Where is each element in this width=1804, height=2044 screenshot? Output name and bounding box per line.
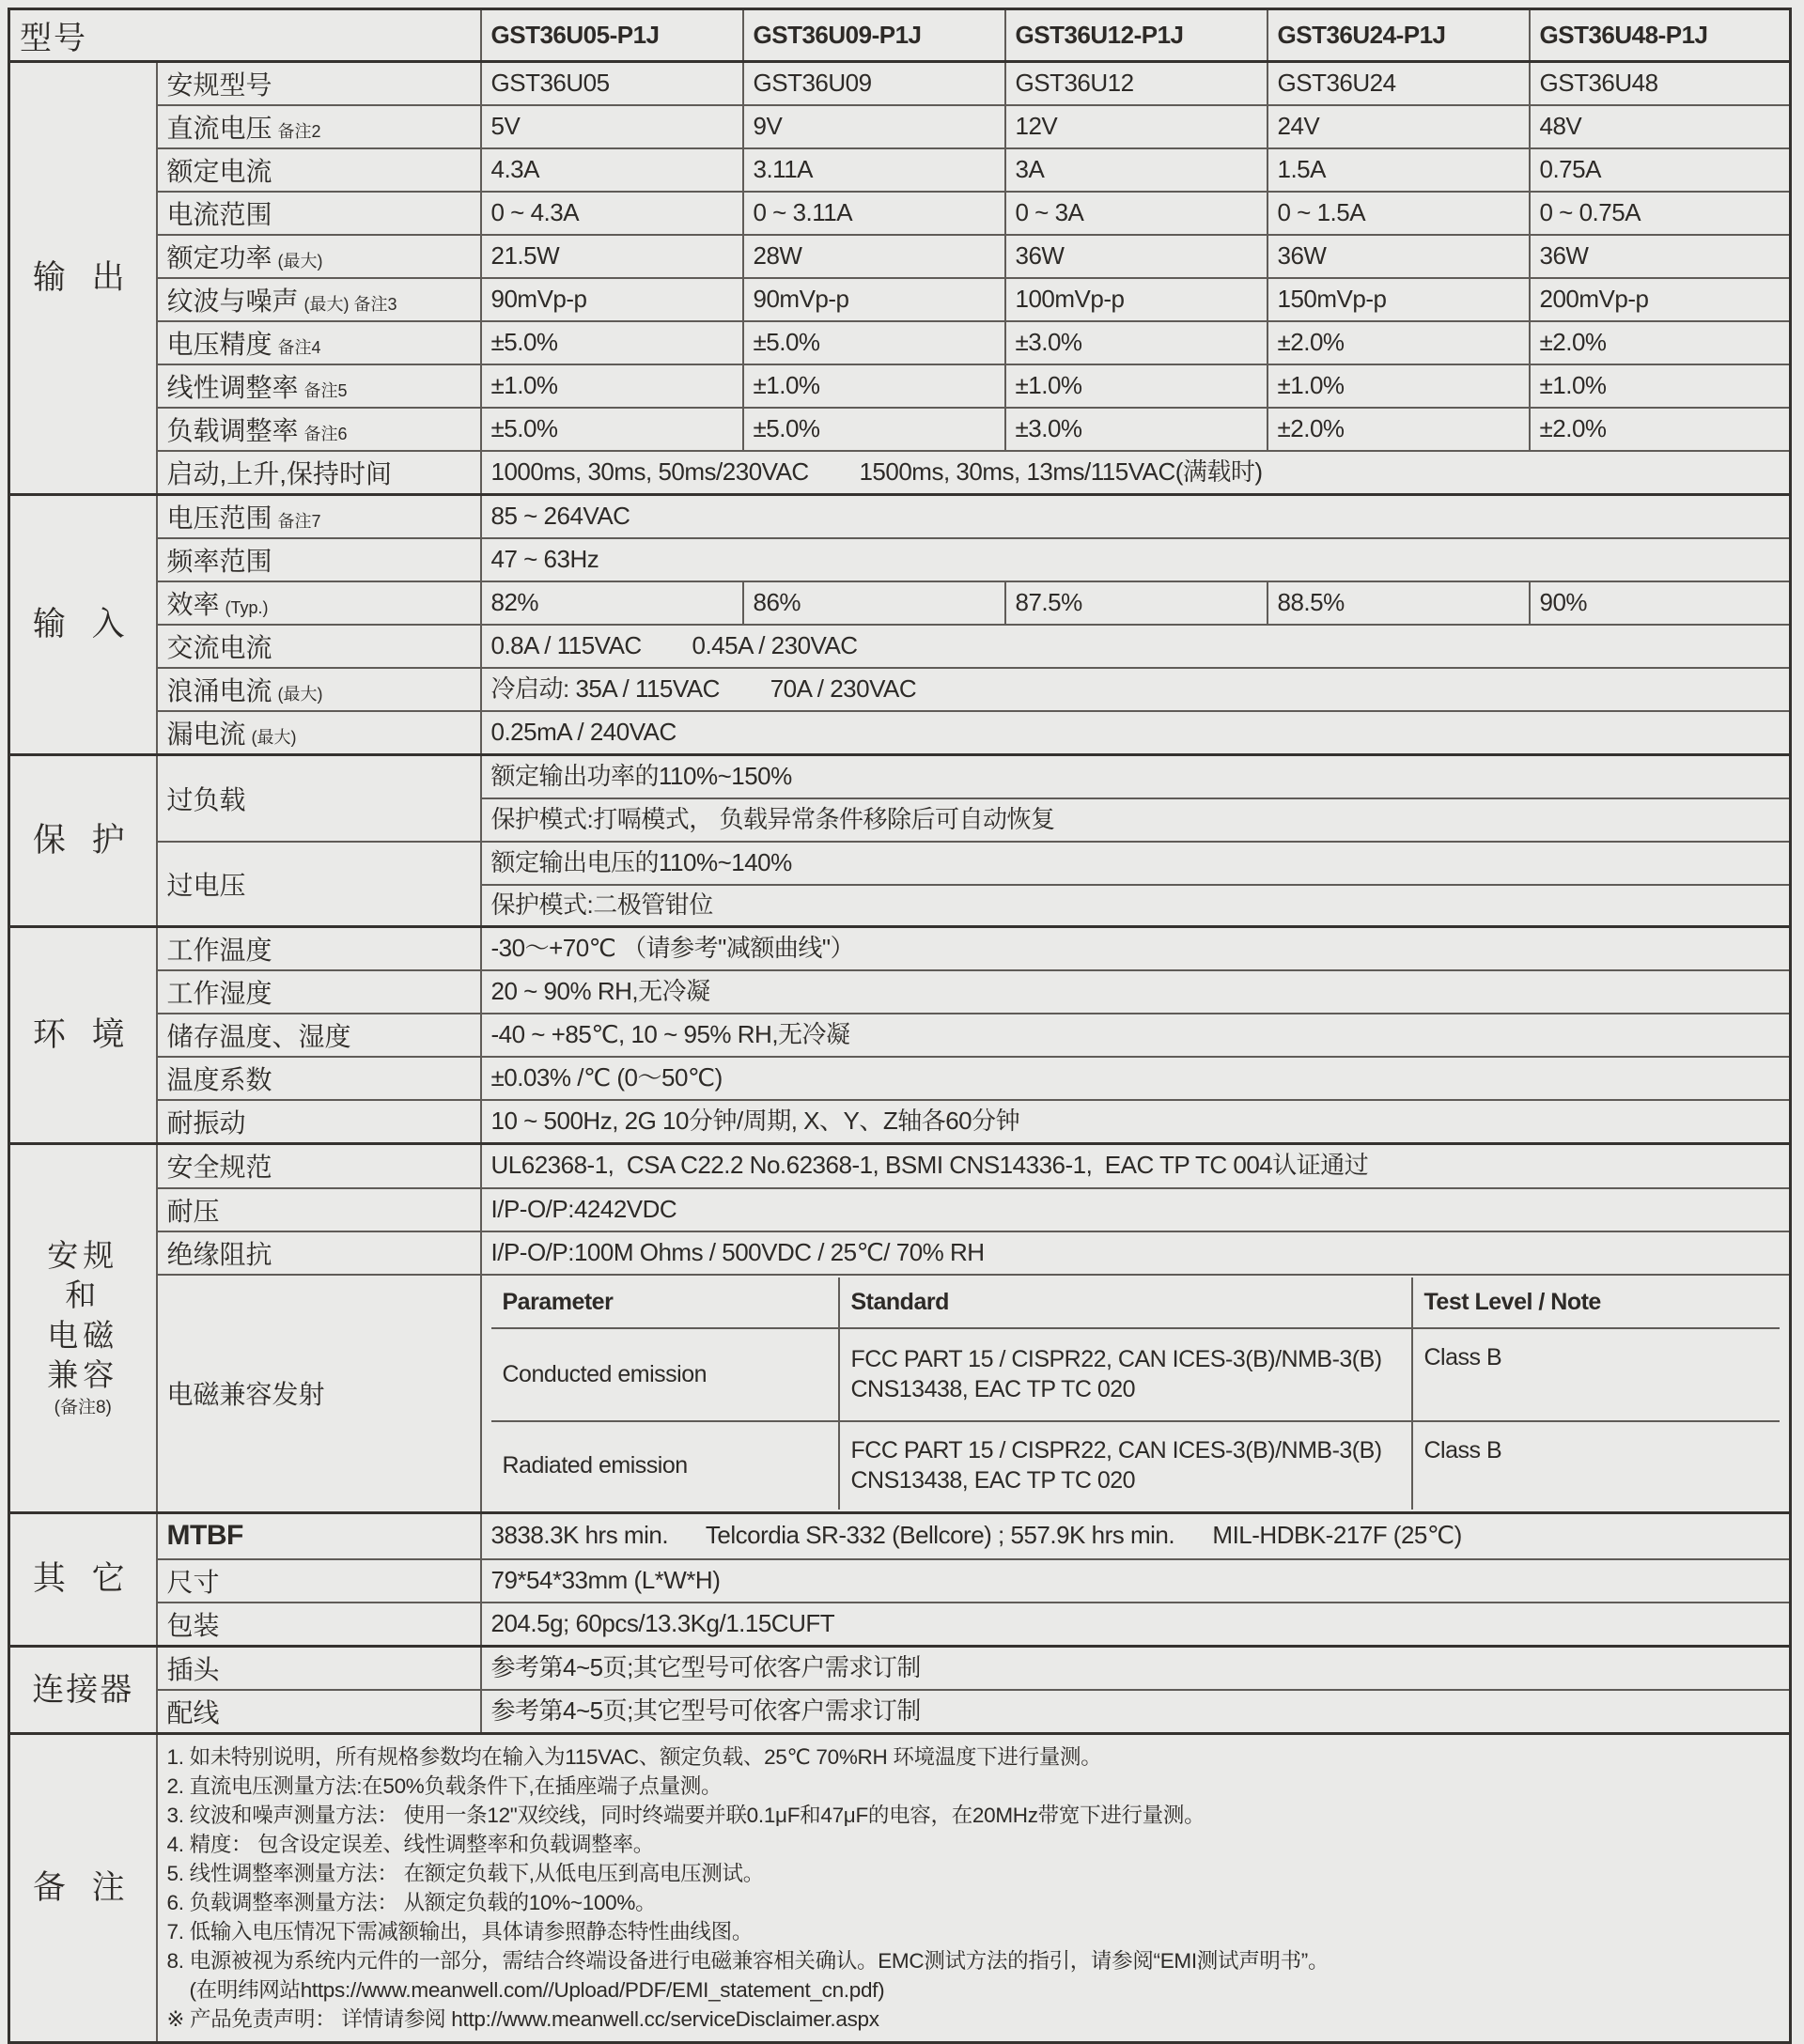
spec-cell: 87.5%: [1005, 581, 1267, 625]
spec-cell: ±3.0%: [1005, 408, 1267, 451]
spec-cell: GST36U12: [1005, 62, 1267, 106]
spec-cell: 0 ~ 4.3A: [481, 192, 743, 235]
row-label: MTBF: [157, 1512, 481, 1559]
spec-cell: 参考第4~5页;其它型号可依客户需求订制: [481, 1690, 1791, 1734]
spec-cell: ±1.0%: [1005, 364, 1267, 408]
spec-cell: ±1.0%: [1530, 364, 1791, 408]
emc-parameter: Conducted emission: [491, 1328, 839, 1421]
spec-table: [8, 8, 1792, 2044]
spec-cell: -30～+70℃ （请参考"减额曲线"）: [481, 927, 1791, 971]
spec-cell: 9V: [743, 105, 1005, 148]
spec-cell: UL62368-1, CSA C22.2 No.62368-1, BSMI CNS14336-1, EAC TP TC 004认证通过: [481, 1144, 1791, 1188]
spec-cell: 47 ~ 63Hz: [481, 538, 1791, 581]
spec-cell: 额定输出功率的110%~150%: [481, 755, 1791, 798]
emc-subtable: [491, 1278, 1781, 1510]
row-label: 电压精度 备注4: [157, 321, 481, 364]
spec-cell: 100mVp-p: [1005, 278, 1267, 321]
section-label-connector: 连接器: [9, 1647, 157, 1734]
emc-header: Test Level / Note: [1412, 1278, 1781, 1328]
row-label: 储存温度、湿度: [157, 1014, 481, 1057]
section-label-safety-emc: 安规 和 电磁 兼容 (备注8): [9, 1144, 157, 1513]
emc-subtable-cell: [481, 1275, 1791, 1513]
row-label: 过负载: [157, 755, 481, 842]
spec-cell: 0.8A / 115VAC 0.45A / 230VAC: [481, 625, 1791, 668]
spec-cell: 3.11A: [743, 148, 1005, 192]
note-line: 3. 纹波和噪声测量方法： 使用一条12"双绞线，同时终端要并联0.1μF和47μF的电容，在20MHz带宽下进行量测。: [166, 1804, 1205, 1827]
section-label-input: 输 入: [9, 495, 157, 755]
spec-cell: 82%: [481, 581, 743, 625]
spec-cell: 1000ms, 30ms, 50ms/230VAC 1500ms, 30ms, 13ms/115VAC(满载时): [481, 451, 1791, 495]
row-label: 直流电压 备注2: [157, 105, 481, 148]
spec-cell: 参考第4~5页;其它型号可依客户需求订制: [481, 1647, 1791, 1691]
section-label-environment: 环 境: [9, 927, 157, 1144]
spec-cell: ±5.0%: [481, 408, 743, 451]
row-label: 负载调整率 备注6: [157, 408, 481, 451]
spec-cell: 150mVp-p: [1267, 278, 1530, 321]
model-header: GST36U09-P1J: [743, 9, 1005, 62]
spec-cell: 0 ~ 1.5A: [1267, 192, 1530, 235]
spec-cell: ±5.0%: [481, 321, 743, 364]
spec-cell: 28W: [743, 235, 1005, 278]
spec-cell: ±1.0%: [743, 364, 1005, 408]
spec-cell: GST36U09: [743, 62, 1005, 106]
emc-standard: FCC PART 15 / CISPR22, CAN ICES-3(B)/NMB-3(B) CNS13438, EAC TP TC 020: [839, 1421, 1412, 1510]
row-label: 启动,上升,保持时间: [157, 451, 481, 495]
spec-cell: 90mVp-p: [481, 278, 743, 321]
row-label: 额定电流: [157, 148, 481, 192]
spec-cell: 冷启动: 35A / 115VAC 70A / 230VAC: [481, 668, 1791, 711]
spec-cell: I/P-O/P:4242VDC: [481, 1188, 1791, 1231]
spec-cell: 3838.3K hrs min. Telcordia SR-332 (Bellcore) ; 557.9K hrs min. MIL-HDBK-217F (25℃): [481, 1512, 1791, 1559]
spec-cell: 90%: [1530, 581, 1791, 625]
model-header: GST36U48-P1J: [1530, 9, 1791, 62]
spec-cell: 0.75A: [1530, 148, 1791, 192]
section-label-notes: 备 注: [9, 1734, 157, 2043]
emc-header: Standard: [839, 1278, 1412, 1328]
spec-cell: 90mVp-p: [743, 278, 1005, 321]
model-header: GST36U12-P1J: [1005, 9, 1267, 62]
spec-cell: 24V: [1267, 105, 1530, 148]
spec-cell: 0 ~ 3.11A: [743, 192, 1005, 235]
note-line: 4. 精度： 包含设定误差、线性调整率和负载调整率。: [166, 1833, 654, 1856]
row-label: 电流范围: [157, 192, 481, 235]
note-line: 8. 电源被视为系统内元件的一部分，需结合终端设备进行电磁兼容相关确认。EMC测试方法的指引，请参阅“EMI测试声明书”。: [166, 1949, 1330, 1973]
row-label: 尺寸: [157, 1559, 481, 1603]
note-line: 2. 直流电压测量方法:在50%负载条件下,在插座端子点量测。: [166, 1774, 723, 1798]
spec-cell: 21.5W: [481, 235, 743, 278]
model-header: GST36U24-P1J: [1267, 9, 1530, 62]
spec-cell: 保护模式:打嗝模式， 负载异常条件移除后可自动恢复: [481, 798, 1791, 842]
row-label: 工作温度: [157, 927, 481, 971]
row-label: 频率范围: [157, 538, 481, 581]
spec-cell: GST36U05: [481, 62, 743, 106]
spec-cell: 200mVp-p: [1530, 278, 1791, 321]
row-label: 漏电流 (最大): [157, 711, 481, 755]
spec-cell: 12V: [1005, 105, 1267, 148]
row-label: 插头: [157, 1647, 481, 1691]
emc-note: Class B: [1412, 1421, 1781, 1510]
spec-cell: ±2.0%: [1530, 321, 1791, 364]
row-label: 电磁兼容发射: [157, 1275, 481, 1513]
note-line-disclaimer: ※ 产品免责声明： 详情请参阅 http://www.meanwell.cc/serviceDisclaimer.aspx: [166, 2007, 879, 2031]
spec-cell: ±3.0%: [1005, 321, 1267, 364]
row-label: 工作湿度: [157, 970, 481, 1014]
note-line: 6. 负载调整率测量方法： 从额定负载的10%~100%。: [166, 1891, 657, 1914]
notes-block: [157, 1734, 1791, 2043]
spec-cell: 88.5%: [1267, 581, 1530, 625]
row-label: 绝缘阻抗: [157, 1231, 481, 1275]
spec-cell: ±1.0%: [1267, 364, 1530, 408]
row-label: 安规型号: [157, 62, 481, 106]
spec-cell: ±2.0%: [1530, 408, 1791, 451]
spec-cell: 0.25mA / 240VAC: [481, 711, 1791, 755]
spec-cell: ±2.0%: [1267, 408, 1530, 451]
section-label-protection: 保 护: [9, 755, 157, 927]
row-label: 纹波与噪声 (最大) 备注3: [157, 278, 481, 321]
spec-cell: GST36U48: [1530, 62, 1791, 106]
row-label: 耐振动: [157, 1100, 481, 1144]
section-label-output: 输 出: [9, 62, 157, 495]
spec-cell: 保护模式:二极管钳位: [481, 885, 1791, 927]
spec-cell: 79*54*33mm (L*W*H): [481, 1559, 1791, 1603]
section-label-others: 其 它: [9, 1512, 157, 1647]
spec-cell: 48V: [1530, 105, 1791, 148]
spec-cell: 5V: [481, 105, 743, 148]
row-label: 浪涌电流 (最大): [157, 668, 481, 711]
note-line: 5. 线性调整率测量方法： 在额定负载下,从低电压到高电压测试。: [166, 1862, 764, 1885]
row-label: 配线: [157, 1690, 481, 1734]
spec-cell: 36W: [1005, 235, 1267, 278]
spec-cell: 4.3A: [481, 148, 743, 192]
emc-standard: FCC PART 15 / CISPR22, CAN ICES-3(B)/NMB-3(B) CNS13438, EAC TP TC 020: [839, 1328, 1412, 1421]
spec-cell: 0 ~ 0.75A: [1530, 192, 1791, 235]
spec-cell: ±5.0%: [743, 321, 1005, 364]
spec-cell: ±0.03% /℃ (0～50℃): [481, 1057, 1791, 1100]
spec-cell: I/P-O/P:100M Ohms / 500VDC / 25℃/ 70% RH: [481, 1231, 1791, 1275]
emc-header: Parameter: [491, 1278, 839, 1328]
row-label: 交流电流: [157, 625, 481, 668]
note-line: 1. 如未特别说明，所有规格参数均在输入为115VAC、额定负载、25℃ 70%RH 环境温度下进行量测。: [166, 1745, 1102, 1769]
spec-cell: 36W: [1530, 235, 1791, 278]
row-label: 线性调整率 备注5: [157, 364, 481, 408]
row-label: 过电压: [157, 842, 481, 927]
note-line-emi-url: (在明纬网站https://www.meanwell.com//Upload/PDF/EMI_statement_cn.pdf): [189, 1978, 885, 2002]
spec-cell: ±2.0%: [1267, 321, 1530, 364]
model-row-label: 型号: [9, 9, 481, 62]
spec-cell: 204.5g; 60pcs/13.3Kg/1.15CUFT: [481, 1603, 1791, 1647]
row-label: 温度系数: [157, 1057, 481, 1100]
spec-cell: ±5.0%: [743, 408, 1005, 451]
spec-cell: 额定输出电压的110%~140%: [481, 842, 1791, 885]
spec-cell: 85 ~ 264VAC: [481, 495, 1791, 539]
row-label: 电压范围 备注7: [157, 495, 481, 539]
spec-cell: ±1.0%: [481, 364, 743, 408]
spec-cell: 36W: [1267, 235, 1530, 278]
row-label: 效率 (Typ.): [157, 581, 481, 625]
spec-cell: 0 ~ 3A: [1005, 192, 1267, 235]
emc-note: Class B: [1412, 1328, 1781, 1421]
spec-cell: 86%: [743, 581, 1005, 625]
emc-parameter: Radiated emission: [491, 1421, 839, 1510]
note-line: 7. 低输入电压情况下需减额输出，具体请参照静态特性曲线图。: [166, 1920, 754, 1943]
spec-cell: 10 ~ 500Hz, 2G 10分钟/周期, X、Y、Z轴各60分钟: [481, 1100, 1791, 1144]
spec-cell: -40 ~ +85℃, 10 ~ 95% RH,无冷凝: [481, 1014, 1791, 1057]
row-label: 包装: [157, 1603, 481, 1647]
model-header: GST36U05-P1J: [481, 9, 743, 62]
spec-cell: 1.5A: [1267, 148, 1530, 192]
row-label: 安全规范: [157, 1144, 481, 1188]
spec-cell: 20 ~ 90% RH,无冷凝: [481, 970, 1791, 1014]
spec-cell: GST36U24: [1267, 62, 1530, 106]
spec-cell: 3A: [1005, 148, 1267, 192]
row-label: 耐压: [157, 1188, 481, 1231]
row-label: 额定功率 (最大): [157, 235, 481, 278]
